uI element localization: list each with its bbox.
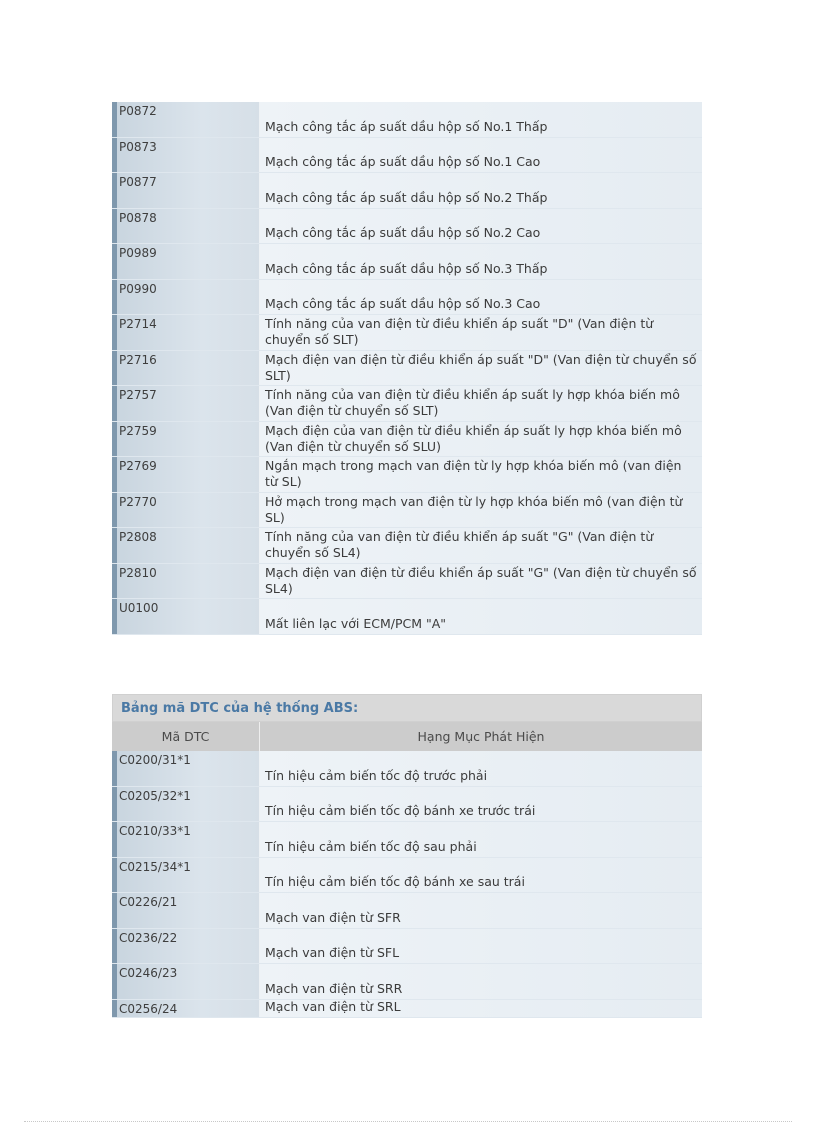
table-row <box>112 351 702 387</box>
table-row <box>112 457 702 493</box>
table-row <box>112 929 702 965</box>
table-caption: Bảng mã DTC của hệ thống ABS: <box>112 694 702 722</box>
dtc-description: Mạch công tắc áp suất dầu hộp số No.2 Cao <box>260 209 702 244</box>
dtc-code: P0989 <box>112 244 260 279</box>
dtc-description: Hở mạch trong mạch van điện từ ly hợp khóa biến mô (van điện từ SL) <box>260 493 702 528</box>
dtc-description: Mạch van điện từ SFL <box>260 929 702 964</box>
dtc-description: Mạch van điện từ SRR <box>260 964 702 999</box>
table-row <box>112 280 702 316</box>
dtc-description: Tính năng của van điện từ điều khiển áp suất "D" (Van điện từ chuyển số SLT) <box>260 315 702 350</box>
table-row <box>112 315 702 351</box>
dtc-description: Mạch van điện từ SFR <box>260 893 702 928</box>
dtc-description: Tín hiệu cảm biến tốc độ bánh xe sau trái <box>260 858 702 893</box>
table-row <box>112 138 702 174</box>
table-row <box>112 422 702 458</box>
table-row <box>112 787 702 823</box>
table-row <box>112 858 702 894</box>
dtc-code: U0100 <box>112 599 260 634</box>
table-header <box>112 722 702 751</box>
dtc-table-abs <box>112 694 702 1018</box>
table-row <box>112 822 702 858</box>
dtc-description: Tín hiệu cảm biến tốc độ bánh xe trước trái <box>260 787 702 822</box>
table-row <box>112 893 702 929</box>
dtc-code: P0877 <box>112 173 260 208</box>
table-row <box>112 173 702 209</box>
page-divider <box>24 1121 792 1122</box>
dtc-code: P2810 <box>112 564 260 599</box>
dtc-description: Mạch công tắc áp suất dầu hộp số No.3 Cao <box>260 280 702 315</box>
dtc-description: Mất liên lạc với ECM/PCM "A" <box>260 599 702 634</box>
dtc-description: Ngắn mạch trong mạch van điện từ ly hợp khóa biến mô (van điện từ SL) <box>260 457 702 492</box>
table-row <box>112 386 702 422</box>
dtc-code: P2716 <box>112 351 260 386</box>
dtc-description: Mạch công tắc áp suất dầu hộp số No.3 Thấp <box>260 244 702 279</box>
dtc-code: P0990 <box>112 280 260 315</box>
dtc-code: C0236/22 <box>112 929 260 964</box>
dtc-code: C0200/31*1 <box>112 751 260 786</box>
dtc-code: P2770 <box>112 493 260 528</box>
dtc-description: Tín hiệu cảm biến tốc độ sau phải <box>260 822 702 857</box>
dtc-code: P2757 <box>112 386 260 421</box>
dtc-description: Tín hiệu cảm biến tốc độ trước phải <box>260 751 702 786</box>
table-row <box>112 528 702 564</box>
dtc-code: C0226/21 <box>112 893 260 928</box>
table-row <box>112 599 702 635</box>
table-row <box>112 102 702 138</box>
dtc-code: P2808 <box>112 528 260 563</box>
table-row <box>112 751 702 787</box>
dtc-description: Mạch điện van điện từ điều khiển áp suất "D" (Van điện từ chuyển số SLT) <box>260 351 702 386</box>
dtc-description: Mạch điện van điện từ điều khiển áp suất "G" (Van điện từ chuyển số SL4) <box>260 564 702 599</box>
dtc-description: Mạch điện của van điện từ điều khiển áp suất ly hợp khóa biến mô (Van điện từ chuyển số SLU) <box>260 422 702 457</box>
dtc-code: C0246/23 <box>112 964 260 999</box>
dtc-code: P2714 <box>112 315 260 350</box>
dtc-description: Mạch van điện từ SRL <box>260 1000 702 1017</box>
dtc-code: C0256/24 <box>112 1000 260 1017</box>
header-code: Mã DTC <box>112 722 260 751</box>
dtc-description: Mạch công tắc áp suất dầu hộp số No.1 Cao <box>260 138 702 173</box>
table-row <box>112 493 702 529</box>
table-row <box>112 1000 702 1018</box>
dtc-description: Tính năng của van điện từ điều khiển áp suất ly hợp khóa biến mô (Van điện từ chuyển số SLT) <box>260 386 702 421</box>
table-row <box>112 964 702 1000</box>
dtc-code: P0872 <box>112 102 260 137</box>
dtc-code: P2759 <box>112 422 260 457</box>
dtc-code: C0215/34*1 <box>112 858 260 893</box>
header-description: Hạng Mục Phát Hiện <box>417 729 545 744</box>
dtc-description: Mạch công tắc áp suất dầu hộp số No.1 Thấp <box>260 102 702 137</box>
dtc-code: C0210/33*1 <box>112 822 260 857</box>
table-row <box>112 209 702 245</box>
dtc-description: Tính năng của van điện từ điều khiển áp suất "G" (Van điện từ chuyển số SL4) <box>260 528 702 563</box>
dtc-table-transmission <box>112 102 702 635</box>
dtc-code: P0873 <box>112 138 260 173</box>
table-row <box>112 564 702 600</box>
dtc-code: C0205/32*1 <box>112 787 260 822</box>
dtc-code: P2769 <box>112 457 260 492</box>
table-row <box>112 244 702 280</box>
dtc-code: P0878 <box>112 209 260 244</box>
dtc-description: Mạch công tắc áp suất dầu hộp số No.2 Thấp <box>260 173 702 208</box>
